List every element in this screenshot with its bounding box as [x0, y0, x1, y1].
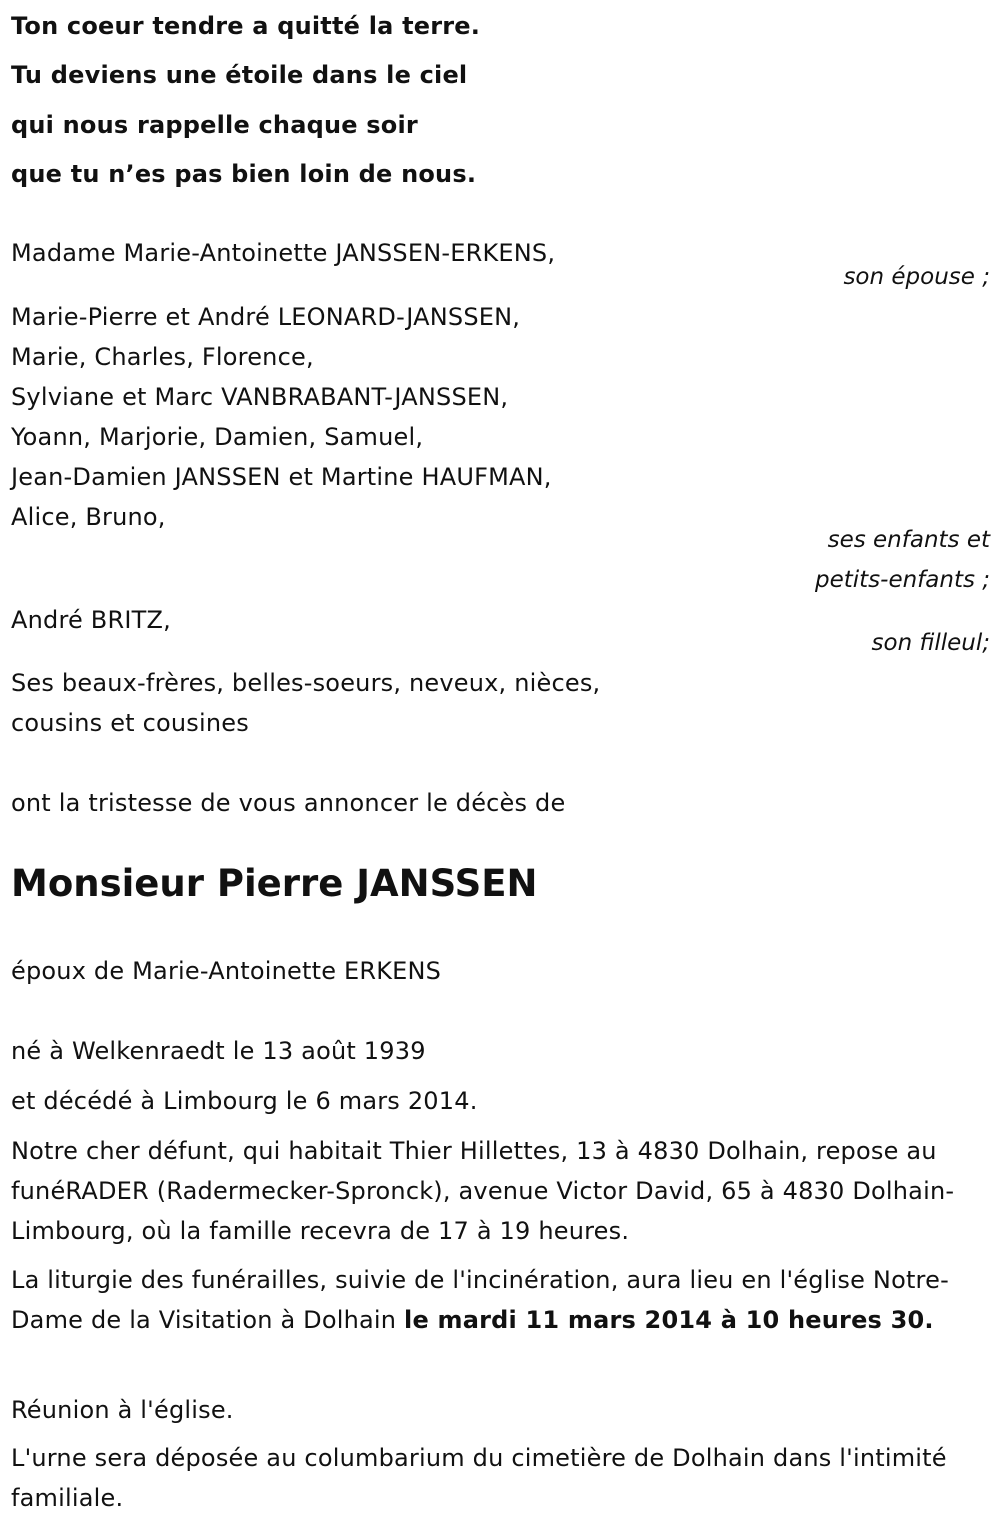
repose-paragraph: Notre cher défunt, qui habitait Thier Hillettes, 13 à 4830 Dolhain, repose au funéRADER (Radermecker-Spronck), avenue Victor David, 65 à 4830 Dolhain-Limbourg, où la famille recevra de 17 à 19 heures. [11, 1137, 955, 1245]
deceased-name: Monsieur Pierre JANSSEN [11, 862, 538, 905]
spouse-role: son épouse ; [843, 264, 990, 290]
liturgy-date: le mardi 11 mars 2014 à 10 heures 30. [404, 1306, 934, 1334]
announcement: ont la tristesse de vous annoncer le décès de [11, 789, 566, 817]
liturgy-text: La liturgie des funérailles, suivie de l'incinération, aura lieu en l'église Notre-Dame de la Visitation à Dolhain [11, 1266, 949, 1334]
poem-line: Tu deviens une étoile dans le ciel [11, 61, 468, 89]
poem-line: Ton coeur tendre a quitté la terre. [11, 12, 481, 40]
birth-info: né à Welkenraedt le 13 août 1939 [11, 1037, 426, 1065]
urn-paragraph: L'urne sera déposée au columbarium du cimetière de Dolhain dans l'intimité familiale. [11, 1444, 947, 1512]
children-role: ses enfants et [827, 527, 990, 553]
godson-name: André BRITZ, [11, 606, 171, 634]
relatives-line: cousins et cousines [11, 709, 249, 737]
children-line: Sylviane et Marc VANBRABANT-JANSSEN, [11, 383, 509, 411]
children-line: Yoann, Marjorie, Damien, Samuel, [11, 423, 424, 451]
children-line: Marie, Charles, Florence, [11, 343, 314, 371]
spouse-of: époux de Marie-Antoinette ERKENS [11, 957, 442, 985]
godson-role: son filleul; [871, 630, 990, 656]
children-line: Marie-Pierre et André LEONARD-JANSSEN, [11, 303, 521, 331]
children-line: Alice, Bruno, [11, 503, 166, 531]
death-info: et décédé à Limbourg le 6 mars 2014. [11, 1087, 478, 1115]
meeting-info: Réunion à l'église. [11, 1396, 234, 1424]
children-line: Jean-Damien JANSSEN et Martine HAUFMAN, [11, 463, 552, 491]
poem-line: qui nous rappelle chaque soir [11, 111, 418, 139]
relatives-line: Ses beaux-frères, belles-soeurs, neveux, nièces, [11, 669, 601, 697]
spouse-name: Madame Marie-Antoinette JANSSEN-ERKENS, [11, 239, 556, 267]
children-role: petits-enfants ; [814, 567, 990, 593]
liturgy-paragraph [11, 1260, 996, 1340]
poem-line: que tu n’es pas bien loin de nous. [11, 160, 477, 188]
